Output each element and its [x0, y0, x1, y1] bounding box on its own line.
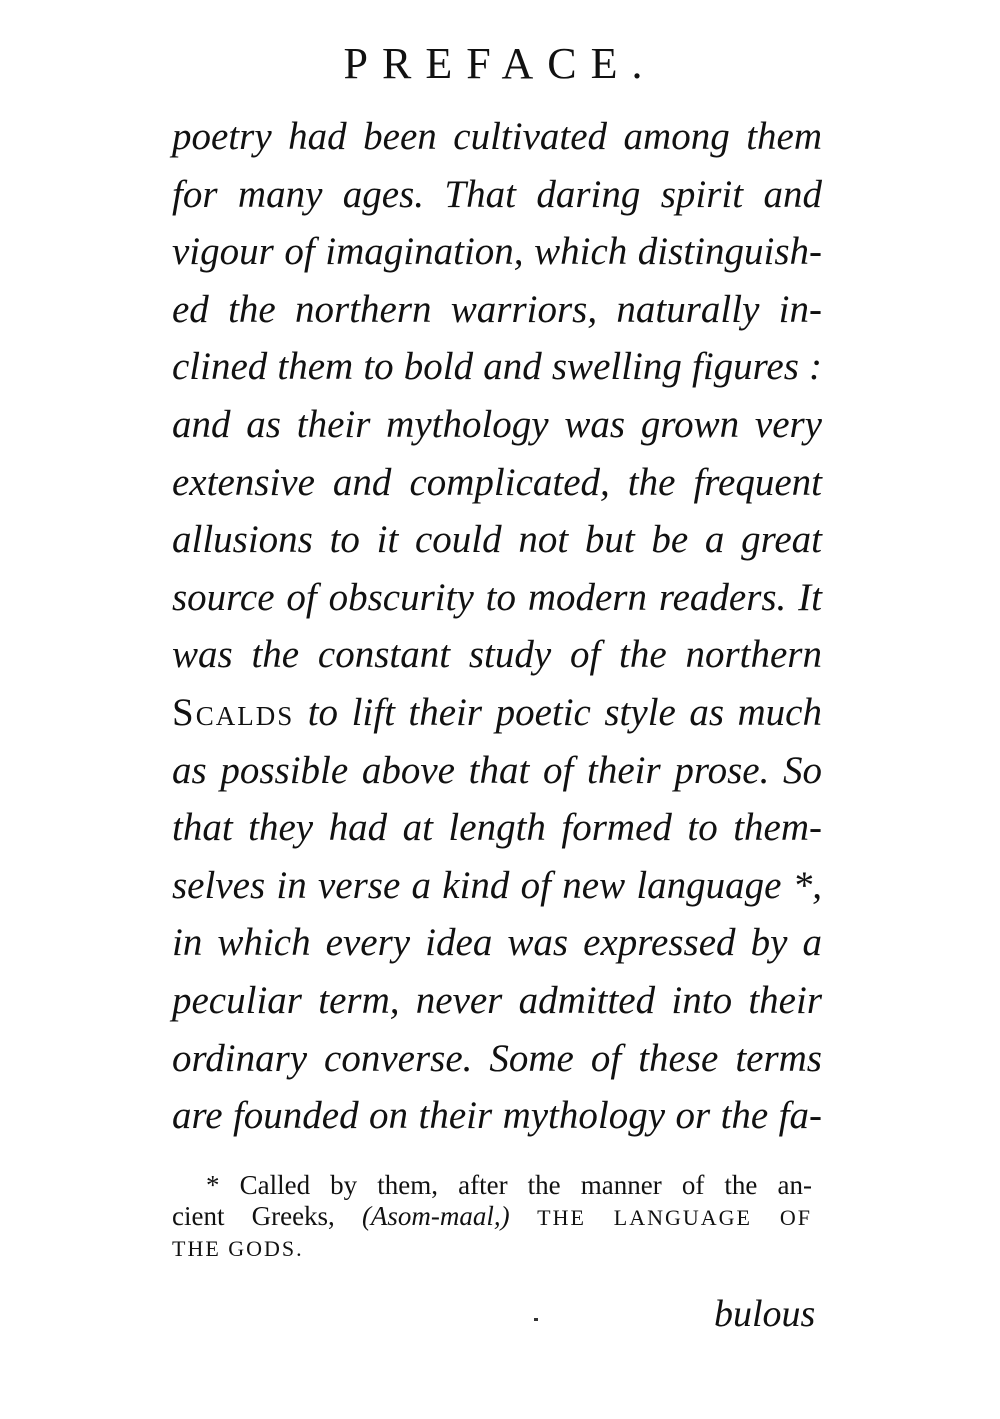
text-line: clined them to bold and swelling figures :	[172, 345, 822, 389]
scalds-line-rest: to lift their poetic style as much	[294, 690, 822, 734]
text-line: vigour of imagination, which distinguish-	[172, 230, 822, 274]
footnote	[172, 1170, 812, 1264]
catchword: bulous	[714, 1293, 816, 1335]
footnote-text: cient Greeks,	[172, 1201, 362, 1231]
footnote-caps: THE LANGUAGE OF	[509, 1205, 812, 1230]
text-line: that they had at length formed to them-	[172, 806, 822, 850]
footnote-line	[172, 1201, 812, 1233]
text-line: allusions to it could not but be a great	[172, 518, 822, 562]
text-line: source of obscurity to modern readers. It	[172, 575, 822, 619]
text-line: as possible above that of their prose. So	[172, 748, 822, 792]
text-line: was the constant study of the northern	[172, 633, 822, 677]
footnote-line: THE GODS.	[172, 1236, 304, 1261]
body-text	[172, 108, 822, 1145]
text-line: are founded on their mythology or the fa-	[172, 1094, 822, 1138]
text-line: poetry had been cultivated among them	[172, 115, 822, 158]
text-line: ed the northern warriors, naturally in-	[172, 287, 822, 331]
page-header: PREFACE.	[343, 39, 657, 88]
text-line: for many ages. That daring spirit and	[172, 172, 822, 216]
text-line: in which every idea was expressed by a	[172, 921, 822, 965]
text-line: selves in verse a kind of new language *,	[172, 863, 822, 907]
text-line: peculiar term, never admitted into their	[172, 978, 822, 1022]
footnote-term: (Asom-maal,)	[361, 1201, 510, 1231]
ink-speck	[534, 1318, 538, 1321]
text-line: extensive and complicated, the frequent	[172, 460, 822, 504]
text-line: ordinary converse. Some of these terms	[172, 1036, 822, 1080]
footnote-line: * Called by them, after the manner of the an-	[206, 1170, 812, 1200]
scalds-small-caps: Scalds	[172, 690, 295, 734]
text-line-scalds	[172, 684, 822, 742]
text-line: and as their mythology was grown very	[172, 402, 822, 446]
